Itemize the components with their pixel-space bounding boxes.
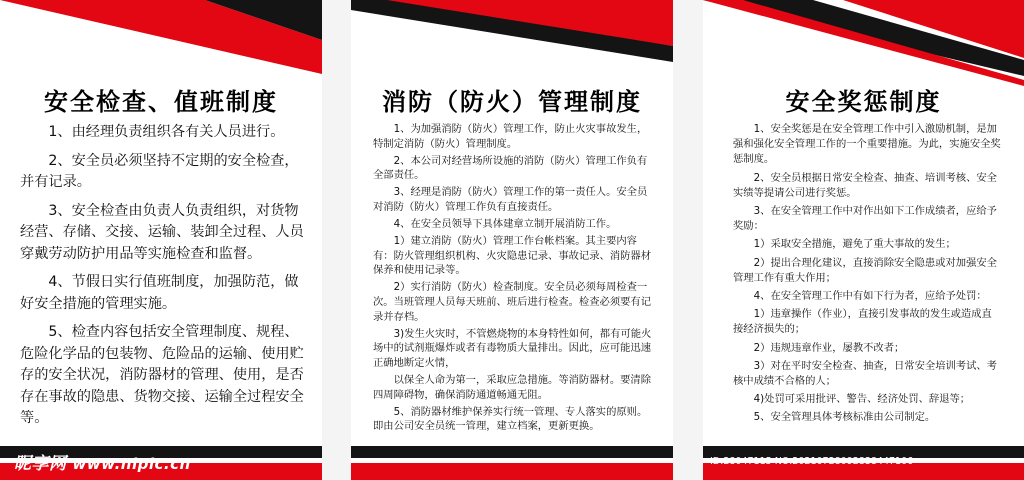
paragraph: 4、在安全管理工作中有如下行为者，应给予处罚： xyxy=(753,290,987,303)
paragraph: 5、检查内容包括安全管理制度、规程、危险化学品的包装物、危险品的运输、使用贮存的安全状况，消防器材的管理、使用，是否存在事故的隐患、货物交接、运输全过程安全等。 xyxy=(20,324,304,426)
paragraph: 2）提出合理化建议，直接消除安全隐患或对加强安全管理工作有重大作用； xyxy=(733,256,997,284)
paragraph: 1）采取安全措施，避免了重大事故的发生； xyxy=(753,238,956,251)
paragraph: 3）对在平时安全检查、抽查，日常安全培训考试、考核中成绩不合格的人； xyxy=(733,359,997,388)
board-gap xyxy=(322,0,351,480)
paragraph: 3、在安全管理工作中对作出如下工作成绩者，应给予奖励： xyxy=(733,205,997,233)
paragraph: 1、安全奖惩是在安全管理工作中引入激励机制，是加强和强化安全管理工作的一个重要措施。为此，实施安全奖惩制度。 xyxy=(733,123,1001,166)
board-title: 安全检查、值班制度 xyxy=(44,88,278,116)
paragraph: 4、节假日实行值班制度，加强防范，做好安全措施的管理实施。 xyxy=(20,274,299,312)
paragraph: 1）违章操作（作业），直接引发事故的发生或造成直接经济损失的； xyxy=(733,308,992,336)
watermark-url: www.nipic.cn xyxy=(72,455,191,473)
paragraph: 5、消防器材维护保养实行统一管理、专人落实的原则。即由公司安全员统一管理，建立档案，更新更换。 xyxy=(373,405,648,433)
paragraph: 1）建立消防（防火）管理工作台帐档案。其主要内容有：防火管理组织机构、火灾隐患记录、事故记录、消防器材保养和使用记录等。 xyxy=(373,235,652,277)
paragraph: 3、安全检查由负责人负责组织，对货物经营、存储、交接、运输、装卸全过程、人员穿戴劳动防护用品等实施检查和监督。 xyxy=(20,202,304,262)
image-id-text: ID:28047115 NO:20210728092838447106 xyxy=(710,456,914,467)
watermark-brand: 昵享网 xyxy=(14,454,67,474)
paragraph: 1、由经理负责组织各有关人员进行。 xyxy=(48,124,285,140)
board-body xyxy=(373,122,653,436)
safety-inspection-board xyxy=(0,0,322,480)
paragraph: 1、为加强消防（防火）管理工作，防止火灾事故发生，特制定消防（防火）管理制度。 xyxy=(373,123,648,150)
paragraph: 4、在安全员领导下具体建章立制开展消防工作。 xyxy=(393,218,617,231)
paragraph: 3、经理是消防（防火）管理工作的第一责任人。安全员对消防（防火）管理工作负有直接责任。 xyxy=(373,186,648,213)
paragraph: 5、安全管理具体考核标准由公司制定。 xyxy=(753,411,936,424)
nipic-watermark xyxy=(14,449,191,474)
board-title: 消防（防火）管理制度 xyxy=(382,88,642,116)
paragraph: 2、安全员根据日常安全检查、抽查、培训考核、安全实绩等提请公司进行奖惩。 xyxy=(733,171,997,199)
paragraph: 3)发生火灾时，不管燃烧物的本身特性如何，都有可能火场中的试剂瓶爆炸或者有毒物质大量排出。因此，应可能迅速正确地断定火情， xyxy=(373,327,652,369)
paragraph: 2、本公司对经营场所设施的消防（防火）管理工作负有全部责任。 xyxy=(373,154,648,182)
bottom-band xyxy=(351,446,673,480)
paragraph: 以保全人命为第一，采取应急措施。等消防器材。要清除四周障碍物，确保消防通道畅通无阻。 xyxy=(373,374,652,401)
paragraph: 2）实行消防（防火）检查制度。安全员必须每周检查一次。当班管理人员每天班前、班后进行检查。检查必须要有记录并存档。 xyxy=(373,281,652,323)
board-body xyxy=(20,122,306,437)
board-body xyxy=(733,122,1002,429)
board-title: 安全奖惩制度 xyxy=(785,88,942,116)
paragraph: 4)处罚可采用批评、警告、经济处罚、辞退等； xyxy=(753,393,971,406)
fire-management-board xyxy=(351,0,673,480)
reward-punishment-board xyxy=(703,0,1024,480)
paragraph: 2）违规违章作业，屡教不改者； xyxy=(753,341,905,354)
board-gap xyxy=(673,0,703,480)
paragraph: 2、安全员必须坚持不定期的安全检查，并有记录。 xyxy=(20,152,299,190)
